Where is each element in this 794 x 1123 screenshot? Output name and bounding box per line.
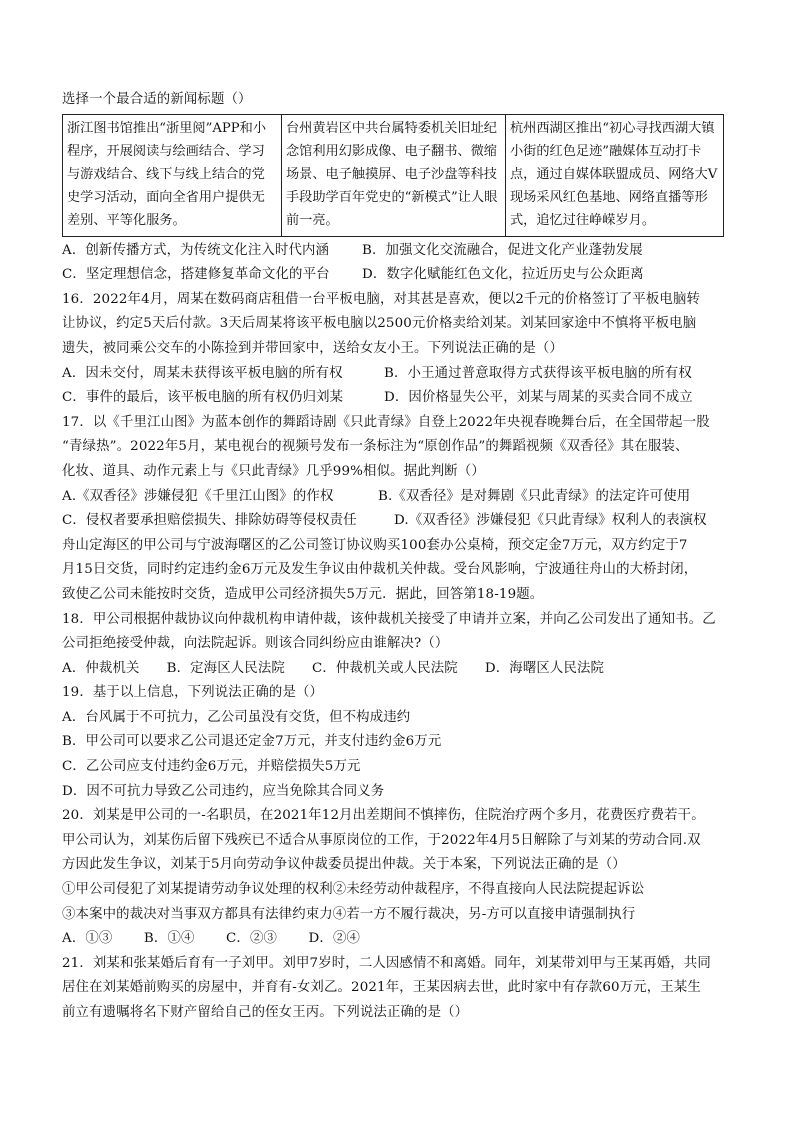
q17-option-a: A.《双香径》涉嫌侵犯《千里江山图》的作权 (62, 488, 334, 504)
material-line2: 月15日交货，同时约定违约金6万元及发生争议由仲裁机关仲裁。受台风影响，宁波通往舟山的大桥封闭， (62, 562, 698, 578)
q20-stem-line2: 甲公司认为，刘某伤后留下残疾已不适合从事原岗位的工作，于2022年4月5日解除了与刘某的劳动合同.双 (62, 832, 701, 848)
material-line1: 舟山定海区的甲公司与宁波海曙区的乙公司签订协议购买100套办公桌椅，预交定金7万元，双方约定于7 (62, 537, 688, 553)
q19-option-d: D．因不可抗力导致乙公司违约，应当免除其合同义务 (62, 783, 385, 799)
news-cell-2: 台州黄岩区中共台属特委机关旧址纪念馆利用幻影成像、电子翻书、微缩场景、电子触摸屏、电子沙盘等科技手段助学百年党史的“新模式”让人眼前一亮。 (282, 114, 506, 236)
q21-stem-line2: 居住在刘某婚前购买的房屋中，并育有-女刘乙。2021年，王某因病去世，此时家中有存款60万元，王某生 (62, 980, 701, 996)
q15-option-d: D．数字化赋能红色文化，拉近历史与公众距离 (362, 267, 644, 283)
q20-statements-1: ①甲公司侵犯了刘某提请劳动争议处理的权利②未经劳动仲裁程序，不得直接向人民法院提起诉讼 (62, 882, 645, 898)
q15-option-b: B．加强文化交流融合，促进文化产业蓬勃发展 (362, 242, 643, 258)
q20-stem-line1: 20．刘某是甲公司的一-名职员，在2021年12月出差期间不慎摔伤，住院治疗两个多月，花费医疗费若干。 (62, 808, 705, 824)
q17-options-row2 (62, 509, 734, 534)
q21-stem-line3: 前立有遗嘱将名下财产留给自己的侄女王丙。下列说法正确的是（） (62, 1005, 469, 1021)
q19-option-b: B．甲公司可以要求乙公司退还定金7万元，并支付违约金6万元 (62, 734, 442, 750)
q16-option-a: A．因未交付，周某未获得该平板电脑的所有权 (62, 365, 343, 381)
q17-stem-line2: “青绿热”。2022年5月，某电视台的视频号发布一条标注为“原创作品”的舞蹈视频《双香径》其在服装、 (62, 439, 689, 455)
question-intro: 选择一个最合适的新闻标题（） (62, 92, 252, 107)
q21-stem-line1: 21．刘某和张某婚后育有一子刘甲。刘甲7岁时，二人因感情不和离婚。同年，刘某带刘甲与王某再婚，共同 (62, 955, 711, 971)
q18-stem-line2: 公司拒绝接受仲裁，向法院起诉。则该合同纠纷应由谁解决?（） (62, 636, 449, 652)
q16-stem-line2: 让协议，约定5天后付款。3天后周某将该平板电脑以2500元价格卖给刘某。刘某回家途中不慎将平板电脑 (62, 316, 697, 332)
q20-stem-line3: 方因此发生争议，刘某于5月向劳动争议仲裁委员提出仲裁。关于本案，下列说法正确的是（） (62, 857, 626, 873)
q17-option-b: B.《双香径》是对舞剧《只此青绿》的法定许可使用 (378, 488, 691, 504)
q15-options-row2 (62, 263, 734, 288)
q18-stem-line1: 18．甲公司根据仲裁协议向仲裁机构申请仲裁，该仲裁机关接受了申请并立案，并向乙公司发出了通知书。乙 (62, 611, 716, 627)
q19-stem: 19．基于以上信息，下列说法正确的是（） (62, 685, 324, 701)
q15-option-a: A．创新传播方式，为传统文化注入时代内涵 (62, 242, 330, 258)
material-line3: 致使乙公司未能按时交货，造成甲公司经济损失5万元．据此，回答第18-19题。 (62, 586, 544, 602)
table-row (63, 114, 724, 236)
news-table (62, 114, 724, 237)
q17-option-d: D.《双香径》涉嫌侵犯《只此青绿》权利人的表演权 (394, 513, 707, 529)
q16-option-d: D．因价格显失公平，刘某与周某的买卖合同不成立 (384, 390, 693, 406)
q17-stem-line1: 17．以《千里江山图》为蓝本创作的舞蹈诗剧《只此青绿》自登上2022年央视春晚舞台后，在全国带起一股 (62, 414, 710, 430)
q20-statements-2: ③本案中的裁决对当事双方都具有法律约束力④若一方不履行裁决，另-方可以直接申请强制执行 (62, 906, 636, 922)
news-cell-3: 杭州西湖区推出“初心寻找西湖大镇小街的红色足迹”融媒体互动打卡点，通过自媒体联盟成员、网络大V现场采风红色基地、网络直播等形式，追忆过往峥嵘岁月。 (506, 114, 724, 236)
q16-stem-line3: 遗失，被同乘公交车的小陈捡到并带回家中，送给女友小王。下列说法正确的是（） (62, 340, 564, 356)
q18-options: A．仲裁机关 B．定海区人民法院 C．仲裁机关或人民法院 D．海曙区人民法院 (62, 660, 605, 676)
q16-options-row2 (62, 386, 734, 411)
q16-stem-line1: 16．2022年4月，周某在数码商店租借一台平板电脑，对其甚是喜欢，便以2千元的价格签订了平板电脑转 (62, 291, 701, 307)
q16-options-row1 (62, 362, 734, 387)
q17-option-c: C．侵权者要承担赔偿损失、排除妨碍等侵权责任 (62, 513, 357, 529)
news-cell-1: 浙江图书馆推出“浙里阅”APP和小程序，开展阅读与绘画结合、学习与游戏结合、线下与线上结合的党史学习活动，面向全省用户提供无差别、平等化服务。 (63, 114, 282, 236)
q17-stem-line3: 化妆、道具、动作元素上与《只此青绿》几乎99%相似。据此判断（） (62, 463, 485, 479)
q16-option-b: B．小王通过普意取得方式获得该平板电脑的所有权 (384, 365, 692, 381)
q15-options-row1 (62, 239, 734, 264)
q20-options: A．①③ B．①④ C．②③ D．②④ (62, 931, 361, 947)
q19-option-a: A．台风属于不可抗力，乙公司虽没有交货，但不构成违约 (62, 709, 411, 725)
q17-options-row1 (62, 485, 734, 510)
q19-option-c: C．乙公司应支付违约金6万元，并赔偿损失5万元 (62, 759, 361, 775)
q16-option-c: C．事件的最后，该平板电脑的所有权仍归刘某 (62, 390, 344, 406)
q15-option-c: C．坚定理想信念，搭建修复革命文化的平台 (62, 267, 330, 283)
exam-page (62, 88, 734, 1026)
